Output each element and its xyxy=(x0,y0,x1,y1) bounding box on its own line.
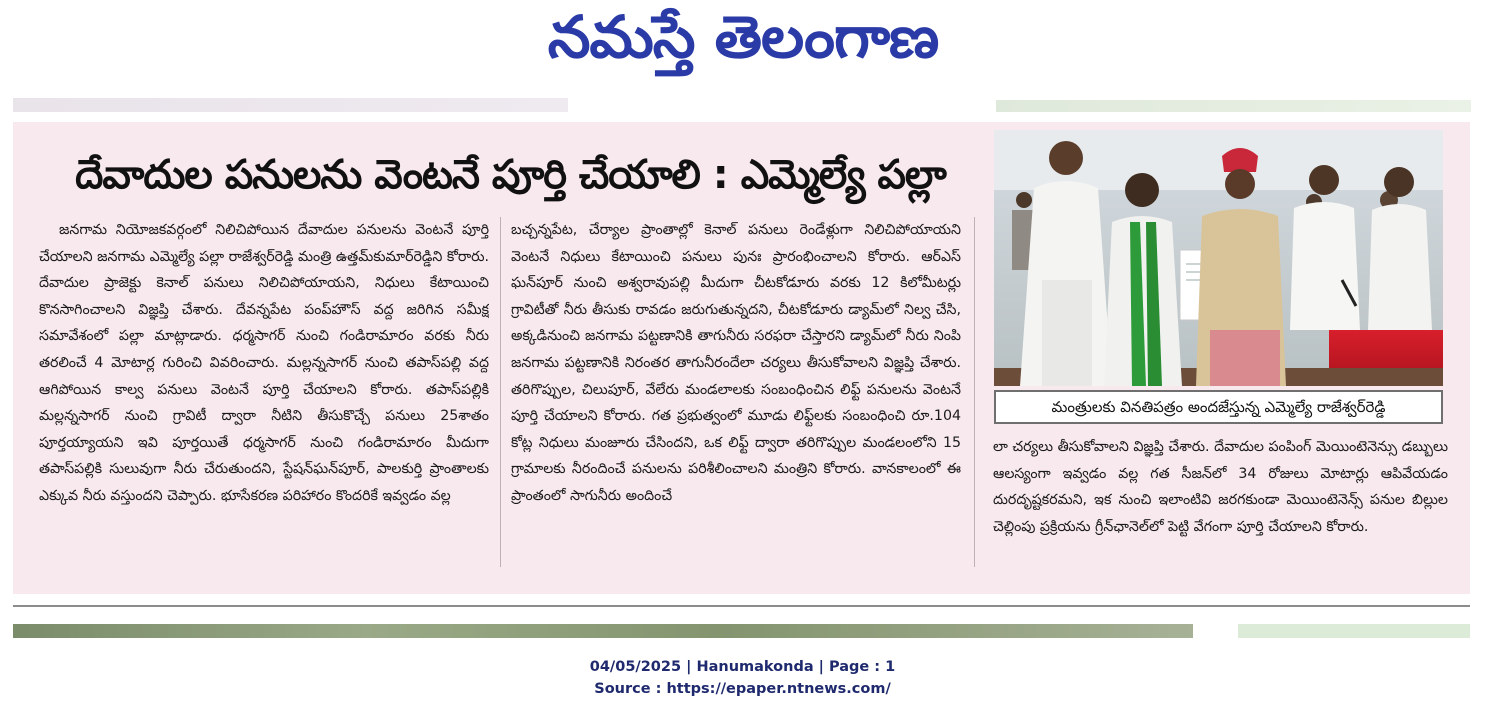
column-divider xyxy=(500,217,501,567)
source-footer xyxy=(0,656,1485,700)
masthead xyxy=(0,0,1485,80)
article-headline: దేవాదుల పనులను వెంటనే పూర్తి చేయాలి : ఎమ్మెల్యే పల్లా xyxy=(75,152,946,198)
article-column-1: జనగామ నియోజకవర్గంలో నిలిచిపోయిన దేవాదుల పనులను వెంటనే పూర్తి చేయాలని జనగామ ఎమ్మెల్యే పల్లా రాజేశ్వర్‌రెడ్డి మంత్రి ఉత్తమ్‌కుమార్‌రెడ్డిని కోరారు. దేవాదుల ప్రాజెక్టు కెనాల్ పనులు నిలిచిపోయాయని, నిధులు కేటాయించి కొనసాగించాలని విజ్ఞప్తి చేశారు. దేవన్నపేట పంప్‌హౌస్ వద్ద జరిగిన సమీక్ష సమావేశంలో పల్లా మాట్లాడారు. ధర్మసాగర్ నుంచి గండిరామారం వరకు నీరు తరలించే 4 మోటార్ల గురించి వివరించారు. మల్లన్నసాగర్ నుంచి తపాస్‌పల్లి వద్ద ఆగిపోయిన కాల్వ పనులు వెంటనే పూర్తి చేయాలని కోరారు. తపాస్‌పల్లికి మల్లన్నసాగర్ నుంచి గ్రావిటీ ద్వారా నీటిని తీసుకొచ్చే పనులు 25శాతం పూర్తయ్యాయని ఇవి పూర్తయితే ధర్మసాగర్ నుంచి గండిరామారం మీదుగా తపాస్‌పల్లికి సులువుగా నీరు చేరుతుందని, స్టేషన్‌ఘన్‌పూర్, పాలకుర్తి ప్రాంతాలకు ఎక్కువ నీరు వస్తుందని చెప్పారు. భూసేకరణ పరిహారం కొందరికే ఇవ్వడం వల్ల xyxy=(39,222,489,504)
column-divider xyxy=(974,217,975,567)
article-photo xyxy=(994,130,1443,386)
next-article-photo-strip xyxy=(13,624,1193,638)
photo-illustration xyxy=(994,130,1443,386)
next-article-strip xyxy=(1238,624,1470,638)
photo-caption: మంత్రులకు వినతిపత్రం అందజేస్తున్న ఎమ్మెల్యే రాజేశ్వర్‌రెడ్డి xyxy=(994,390,1443,424)
edition-info: 04/05/2025 | Hanumakonda | Page : 1 xyxy=(589,659,896,675)
article-column-2: బచ్చన్నపేట, చేర్యాల ప్రాంతాల్లో కెనాల్ పనులు రెండేళ్లుగా నిలిచిపోయాయని వెంటనే నిధులు కేటాయించి పనులు పునః ప్రారంభించాలని కోరారు. ఆర్‌ఎస్ ఘన్‌పూర్ నుంచి అశ్వరావుపల్లి మీదుగా చీటకోడూరు వరకు 12 కిలోమీటర్లు గ్రావిటీతో నీరు తీసుకు రావడం జరుగుతున్నదని, చీటకోడూరు డ్యామ్‌లో నిల్వ చేసి, అక్కడినుంచి జనగామ పట్టణానికి తాగునీరు సరఫరా చేస్తారని డ్యామ్‌లో నీరు నింపి జనగామ పట్టణానికి నిరంతర తాగునీరందేలా చర్యలు తీసుకోవాలని విజ్ఞప్తి చేశారు. తరిగొప్పుల, చిలుపూర్, వేలేరు మండలాలకు సంబంధించిన లిఫ్ట్ పనులను వెంటనే పూర్తి చేయాలని కోరారు. గత ప్రభుత్వంలో మూడు లిఫ్ట్‌లకు సంబంధించి రూ.104 కోట్ల నిధులు మంజూరు చేసిందని, ఒక లిఫ్ట్ ద్వారా తరిగొప్పుల మండలంలోని 15 గ్రామాలకు నీరందించే పనులను పరిశీలించాలని మంత్రిని కోరారు. వానకాలంలో ఈ ప్రాంతంలో సాగునీరు అందించే xyxy=(511,222,961,504)
adjacent-article-strip xyxy=(13,98,568,112)
article-clipping xyxy=(13,122,1470,594)
adjacent-photo-strip xyxy=(996,100,1471,112)
source-link[interactable]: Source : https://epaper.ntnews.com/ xyxy=(594,681,891,697)
newspaper-logo: నమస్తే తెలంగాణ xyxy=(547,3,938,71)
article-column-3: లా చర్యలు తీసుకోవాలని విజ్ఞప్తి చేశారు. దేవాదుల పంపింగ్ మెయింటెనెన్సు డబ్బులు ఆలస్యంగా ఇవ్వడం వల్ల గత సీజన్‌లో 34 రోజులు మోటార్లు ఆపివేయడం దురదృష్టకరమని, ఇక నుంచి ఇలాంటివి జరగకుండా మెయింటెనెన్స్ పనుల బిల్లుల చెల్లింపు ప్రక్రియను గ్రీన్‌ఛానెల్‌లో పెట్టి వేగంగా పూర్తి చేయాలని కోరారు. xyxy=(993,439,1448,535)
page-divider xyxy=(13,605,1470,607)
